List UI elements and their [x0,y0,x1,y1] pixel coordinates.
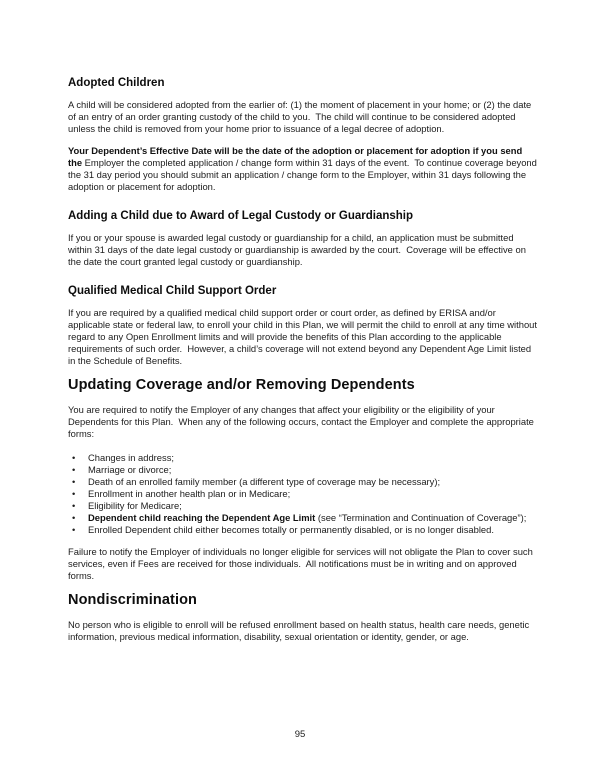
list-item-text: Marriage or divorce; [88,464,172,475]
list-item-text: Enrolled Dependent child either becomes totally or permanently disabled, or is no longer disabled. [88,524,494,535]
list-item-text: Death of an enrolled family member (a different type of coverage may be necessary); [88,476,441,487]
list-item-medicare-eligibility [68,500,538,512]
list-item-enrollment-other-plan [68,488,538,500]
page-number: 95 [294,729,306,740]
list-item-text: (see “Termination and Continuation of Coverage”); [317,512,527,523]
heading-updating-coverage: Updating Coverage and/or Removing Dependents [68,377,415,393]
list-item-text: Changes in address; [88,452,174,463]
heading-adopted-children: Adopted Children [68,77,165,89]
paragraph-adopted-children-1: A child will be considered adopted from the earlier of: (1) the moment of placement in your home; or (2) the date of an entry of an order granting custody of the child to you. The child will continue to be considered adopted unless the child is removed from your home prior to issuance of a legal decree of adoption. [68,99,534,134]
effective-date-rest-text: Employer the completed application / change form within 31 days of the event. To continue coverage beyond the 31 day period you should submit an application / change form to the Employer, within 31 days following the adoption or placement for adoption. [68,157,540,192]
list-item-text: Eligibility for Medicare; [88,500,182,511]
paragraph-adopted-children-2 [68,145,538,193]
list-item-bold: Dependent child reaching the Dependent Age Limit [88,512,318,523]
list-item-dependent-disabled [68,524,538,536]
list-item-marriage-divorce [68,464,538,476]
paragraph-updating-intro: You are required to notify the Employer of any changes that affect your eligibility or the eligibility of your Dependents for this Plan. When any of the following occurs, contact the Employer and complete the appropriate forms: [68,404,537,439]
list-item-changes-address [68,452,538,464]
effective-date-bold-text: Your Dependent’s Effective Date will be the date of the adoption or placement for adoption if you send the [68,145,525,168]
paragraph-qmcso: If you are required by a qualified medical child support order or court order, as defined by ERISA and/or applicable state or federal law, to enroll your child in this Plan, we will permit the child to enroll at any time without regard to any Open Enrollment limits and will provide the benefits of this Plan according to the applicable requirements of such order. However, a child’s coverage will not extend beyond any Dependent Age Limit listed in the Schedule of Benefits. [68,307,540,366]
heading-legal-custody: Adding a Child due to Award of Legal Custody or Guardianship [68,210,414,222]
heading-qmcso: Qualified Medical Child Support Order [68,285,277,297]
paragraph-failure-to-notify: Failure to notify the Employer of individuals no longer eligible for services will not obligate the Plan to cover such services, even if Fees are received for those individuals. All notifications must be in writing and on approved forms. [68,546,536,581]
paragraph-legal-custody: If you or your spouse is awarded legal custody or guardianship for a child, an application must be submitted within 31 days of the date legal custody or guardianship is awarded by the court. Coverage will be effective on the date the court granted legal custody or guardianship. [68,232,529,267]
update-events-list [68,452,538,536]
list-item-death-family-member [68,476,538,488]
heading-nondiscrimination: Nondiscrimination [68,592,197,608]
paragraph-nondiscrimination: No person who is eligible to enroll will be refused enrollment based on health status, health care needs, genetic information, previous medical information, disability, sexual orientation or identity, gender, or age. [68,619,532,642]
list-item-dependent-age-limit [68,512,538,524]
list-item-text: Enrollment in another health plan or in Medicare; [88,488,291,499]
